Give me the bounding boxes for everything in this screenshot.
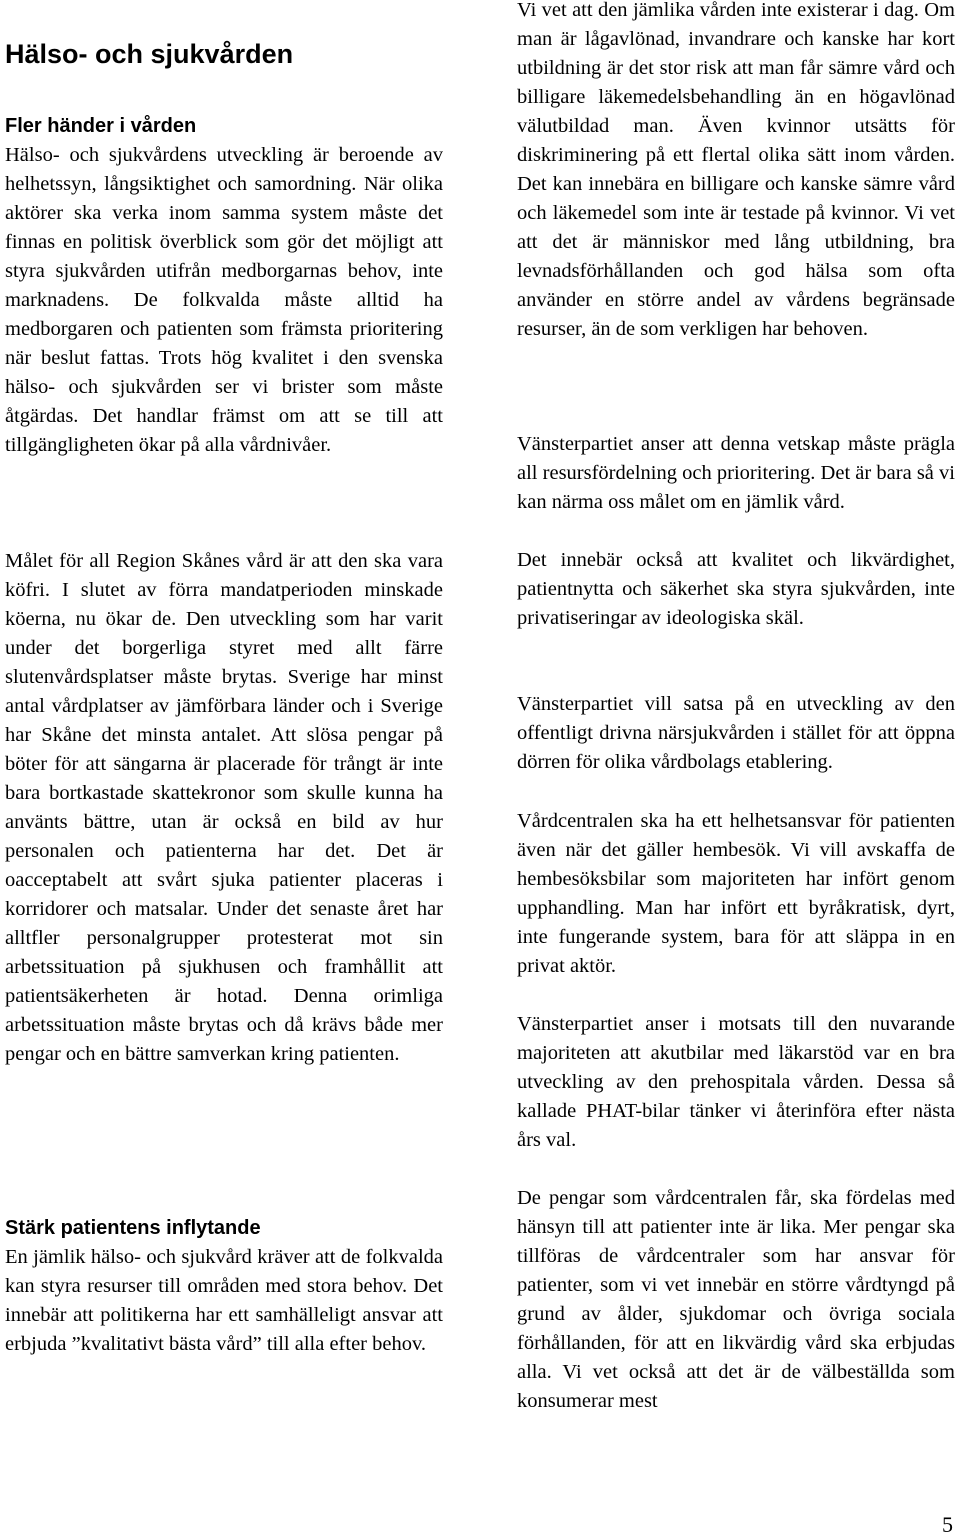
paragraph: De pengar som vårdcentralen får, ska fördelas med hänsyn till att patienter inte är lika. Mer pengar ska tillföras de vårdcentraler som har ansvar för patienter, som vi vet innebär en större vårdtyngd på grund av ålder, sjukdomar och övriga sociala förhållanden, för att en likvärdig vård ska erbjudas alla. Vi vet också att det är de välbeställda som konsumerar mest <box>517 1187 955 1412</box>
section-heading-stark-patientens-inflytande: Stärk patientens inflytande <box>5 1217 261 1239</box>
paragraph: Det innebär också att kvalitet och likvärdighet, patientnytta och säkerhet ska styra sjukvården, inte privatiseringar av ideologiska skäl. <box>517 549 955 629</box>
page-number: 5 <box>942 1512 953 1537</box>
paragraph: Vänsterpartiet anser i motsats till den nuvarande majoriteten att akutbilar med läkarstöd var en bra utveckling av den prehospitala vården. Dessa så kallade PHAT-bilar tänker vi återinföra efter nästa års val. <box>517 1013 955 1151</box>
page-title: Hälso- och sjukvården <box>5 39 294 69</box>
paragraph: Målet för all Region Skånes vård är att den ska vara köfri. I slutet av förra mandatperioden minskade köerna, nu ökar de. Den utveckling som har varit under det borgerliga styret med allt färre slutenvårdsplatser måste brytas. Sverige har minst antal vårdplatser av jämförbara länder och i Sverige har Skåne det minsta antalet. Att slösa pengar på böter för att sängarna är placerade för trångt är inte bara bortkastade skattekronor som skulle kunna ha använts bättre, utan är också en bild av hur personalen och patienterna har det. Det är oacceptabelt att svårt sjuka patienter placeras i korridorer och matsalar. Under det senaste året har alltfler personalgrupper protesterat mot sin arbetssituation på sjukhusen och framhållit att patientsäkerheten är hotad. Denna orimliga arbetssituation måste brytas och då krävs både mer pengar och en bättre samverkan kring patienten. <box>5 550 443 1065</box>
section-heading-fler-hander: Fler händer i vården <box>5 115 197 137</box>
paragraph: Vänsterpartiet anser att denna vetskap måste prägla all resursfördelning och prioritering. Det är bara så vi kan närma oss målet om en jämlik vård. <box>517 433 955 513</box>
paragraph: Vårdcentralen ska ha ett helhetsansvar för patienten även när det gäller hembesök. Vi vill avskaffa de hembesöksbilar som majoriteten har infört genom upphandling. Man har infört ett byråkratisk, dyrt, inte fungerande system, bara för att släppa in en privat aktör. <box>517 810 955 977</box>
paragraph: Vänsterpartiet vill satsa på en utveckling av den offentligt drivna närsjukvården i stället för att öppna dörren för olika vårdbolags etablering. <box>517 693 955 773</box>
paragraph: Vi vet att den jämlika vården inte existerar i dag. Om man är lågavlönad, invandrare och kanske har kort utbildning är det stor risk att man får sämre vård och billigare läkemedelsbehandling än en högavlönad välutbildad man. Även kvinnor utsätts för diskriminering på ett flertal olika sätt inom vården. Det kan innebära en billigare och kanske sämre vård och läkemedel som inte är testade på kvinnor. Vi vet att det är människor med lång utbildning, bra levnadsförhållanden och god hälsa som ofta använder en större andel av vårdens begränsade resurser, än de som verkligen har behoven. <box>517 0 955 340</box>
paragraph: En jämlik hälso- och sjukvård kräver att de folkvalda kan styra resurser till områden med stora behov. Det innebär att politikerna har ett samhälleligt ansvar att erbjuda ”kvalitativt bästa vård” till alla efter behov. <box>5 1246 443 1355</box>
paragraph: Hälso- och sjukvårdens utveckling är beroende av helhetssyn, långsiktighet och samordning. När olika aktörer ska verka inom samma system måste det finnas en politisk överblick som gör det möjligt att styra sjukvården utifrån medborgarnas behov, inte marknadens. De folkvalda måste alltid ha medborgaren och patienten som främsta prioritering när beslut fattas. Trots hög kvalitet i den svenska hälso- och sjukvården ser vi brister som måste åtgärdas. Det handlar främst om att se till att tillgängligheten ökar på alla vårdnivåer. <box>5 144 443 456</box>
